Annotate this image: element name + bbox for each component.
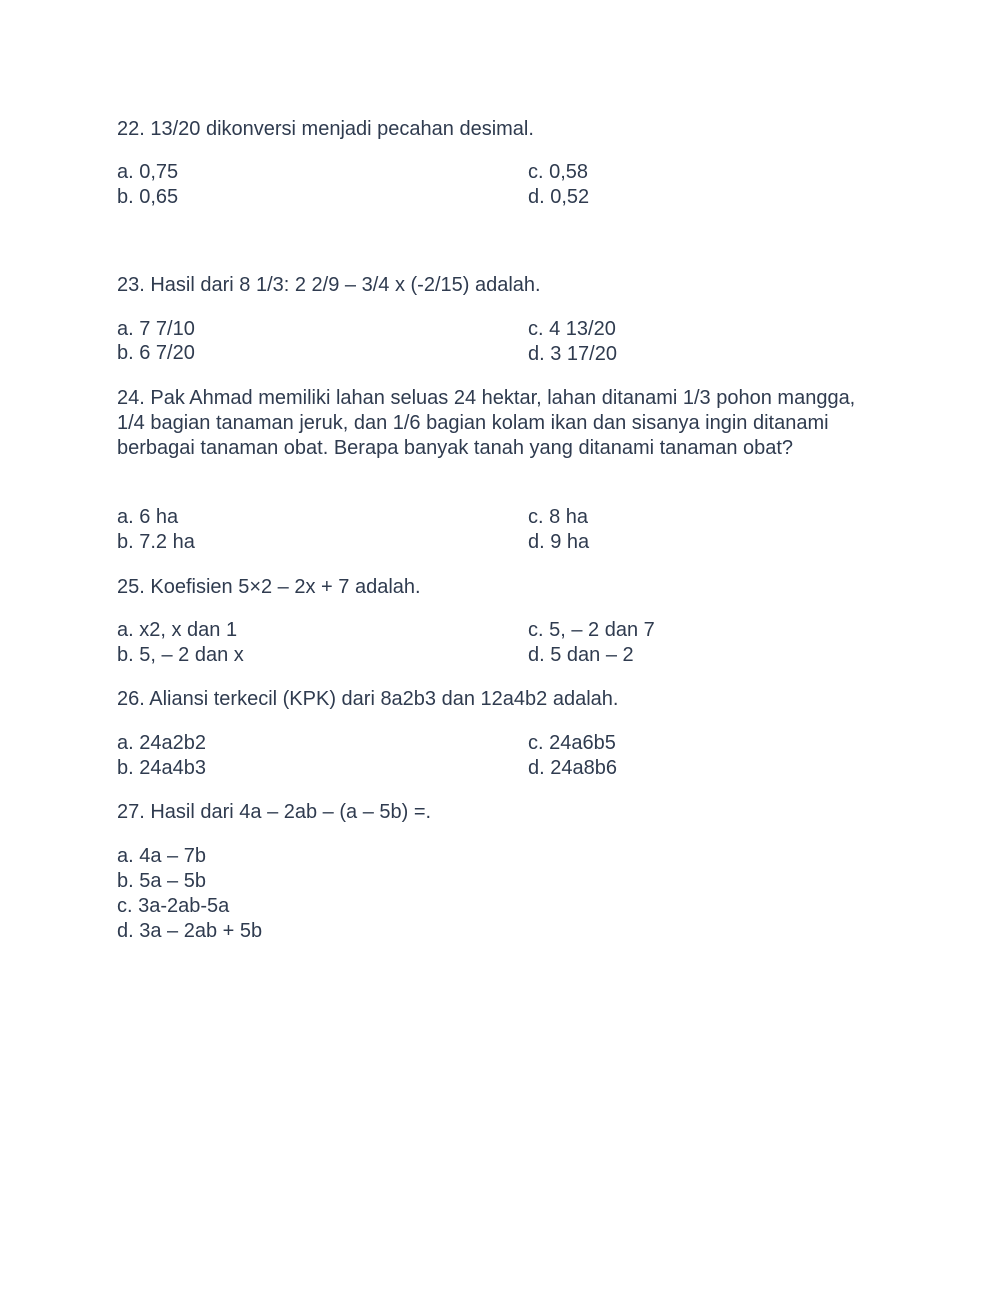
option-a: a. 4a – 7b (117, 845, 206, 867)
option-a: a. 24a2b2 (117, 732, 206, 754)
option-b: b. 7.2 ha (117, 531, 195, 553)
option-a: a. 0,75 (117, 161, 179, 183)
option-c: c. 24a6b5 (528, 732, 616, 754)
option-d: d. 3 17/20 (528, 343, 617, 365)
option-d: d. 24a8b6 (528, 757, 617, 779)
option-b: b. 0,65 (117, 186, 179, 208)
option-a: a. 7 7/10 (117, 318, 195, 340)
question-24: 24. Pak Ahmad memiliki lahan seluas 24 hektar, lahan ditanami 1/3 pohon mangga, 1/4 bagian tanaman jeruk, dan 1/6 bagian kolam ikan dan sisanya ingin ditanami berbagai tanaman obat. Berapa banyak tanah yang ditanami tanaman obat? (117, 387, 856, 459)
option-c: c. 5, – 2 dan 7 (528, 619, 655, 641)
option-c: c. 8 ha (528, 506, 589, 528)
question-25: 25. Koefisien 5×2 – 2x + 7 adalah. (117, 576, 421, 598)
option-d: d. 0,52 (528, 186, 590, 208)
option-b: b. 24a4b3 (117, 757, 206, 779)
question-26: 26. Aliansi terkecil (KPK) dari 8a2b3 dan 12a4b2 adalah. (117, 688, 619, 710)
option-c: c. 0,58 (528, 161, 589, 183)
option-c: c. 4 13/20 (528, 318, 616, 340)
option-c: c. 3a-2ab-5a (117, 895, 230, 917)
option-a: a. x2, x dan 1 (117, 619, 238, 641)
option-d: d. 3a – 2ab + 5b (117, 920, 263, 942)
question-27: 27. Hasil dari 4a – 2ab – (a – 5b) =. (117, 801, 432, 823)
option-b: b. 5a – 5b (117, 870, 206, 892)
option-b: b. 6 7/20 (117, 342, 195, 364)
question-22: 22. 13/20 dikonversi menjadi pecahan desimal. (117, 118, 534, 140)
question-23: 23. Hasil dari 8 1/3: 2 2/9 – 3/4 x (-2/15) adalah. (117, 274, 541, 296)
option-b: b. 5, – 2 dan x (117, 644, 244, 666)
option-d: d. 9 ha (528, 531, 590, 553)
option-d: d. 5 dan – 2 (528, 644, 634, 666)
option-a: a. 6 ha (117, 506, 179, 528)
